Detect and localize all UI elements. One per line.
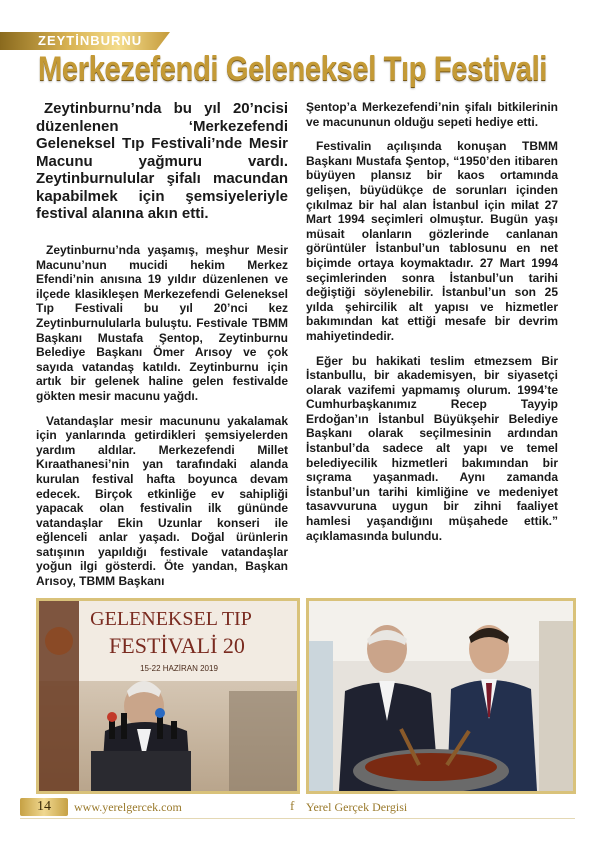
article-title: Merkezefendi Geleneksel Tıp Festivali [38,50,547,88]
page-number: 14 [37,799,51,814]
banner-line-1: GELENEKSEL TIP [90,608,252,630]
right-paragraph-1: Şentop’a Merkezefendi’nin şifalı bitkilerinin ve macununun olduğu sepeti hediye etti. [306,100,558,129]
magazine-name: Yerel Gerçek Dergisi [306,800,408,814]
photo-officials-image [309,601,573,791]
banner-line-2: FESTİVALİ 20 [109,633,245,658]
facebook-icon: f [290,798,295,813]
article-lead: Zeytinburnu’nda bu yıl 20’ncisi düzenlenen ‘Merkezefendi Geleneksel Tıp Festivali’nde Mesir Macunu yağmuru vardı. Zeytinburnulular şifalı macundan kapabilmek için şemsiyeleriyle festival alanına akın etti. [36,100,288,222]
left-column [36,243,288,599]
left-paragraph-1: Zeytinburnu’nda yaşamış, meşhur Mesir Macunu’nun mucidi hekim Merkez Efendi’nin anısına 19 yıldır düzenlenen ve ilçede klasikleşen Merkezefendi Geleneksel Tıp Festivali bu yıl 20’nci kez Zeytinburnulularla buluştu. Festivale TBMM Başkanı Mustafa Şentop, Zeytinburnu Belediye Başkanı Ömer Arısoy ve çok sayıda vatandaş katıldı. Zeytinburnu için artık bir gelenek haline gelen festivalde gökten mesir macunu yağdı. [36,243,288,403]
section-label: ZEYTİNBURNU [38,33,143,48]
right-paragraph-2: Festivalin açılışında konuşan TBMM Başkanı Mustafa Şentop, “1950’den itibaren büyüyen plansız bir kaos ortamında gelişen, büyüdükçe de sorunları içinden çıkılmaz bir hal alan İstanbul için milat 27 Mart 1994 seçimleri olmuştur. Bugün yaşı müsait olanların gözlerinde canlanan görüntüler İstanbul’un tablosunu en net biçimde ortaya koymaktadır. 27 Mart 1994 seçimlerinden sonra İstanbul’un tarihi değiştiği söylenebilir. İstanbul’un son 25 yılda şehircilik alt yapısı ve hizmetler bakımından kat ettiği mesafe bir devrim mahiyetindedir. [306,139,558,343]
section-tab [0,32,170,50]
left-paragraph-2: Vatandaşlar mesir macununu yakalamak için yanlarında getirdikleri şemsiyelerden yardım aldılar. Merkezefendi Millet Kıraathanesi’nin yan tarafındaki alanda kurulan festival hafta boyunca devam edecek. Birçok etkinliğe ev sahipliği yapacak olan festivalin ilk gününde vatandaşlar Ekin Uzunlar konseri ile eğlenceli anlar yaşadı. Doğal ürünlerin satışının yapıldığı festivale vatandaşlar yoğun ilgi gösterdi. Öte yandan, Başkan Arısoy, TBMM Başkanı [36,413,288,589]
footer-divider [20,818,575,819]
banner-dates: 15-22 HAZİRAN 2019 [140,664,218,673]
photo-speaker [36,598,300,794]
photo-speaker-image [39,601,297,791]
right-paragraph-3: Eğer bu hakikati teslim etmezsem Bir İstanbullu, bir akademisyen, bir siyasetçi olarak vazifemi yapmamış olurum. 1994’te Cumhurbaşkanımız Recep Tayyip Erdoğan’ın İstanbul Büyükşehir Belediye Başkanı olarak seçilmesinin ardından İstanbul’da sadece alt yapı ve temel belediyecilik hizmetleri bakımından bir sıçrama yaşanmadı. Aynı zamanda İstanbul’un tarihi kimliğine ve medeniyet tasavvuruna uygun bir zihni faaliyet hamlesi yaşandığını müşahede ettik.” açıklamasında bulundu. [306,353,558,543]
photo-officials [306,598,576,794]
right-column [306,100,558,553]
website-link[interactable]: www.yerelgercek.com [74,800,182,814]
page-number-badge [20,798,68,816]
